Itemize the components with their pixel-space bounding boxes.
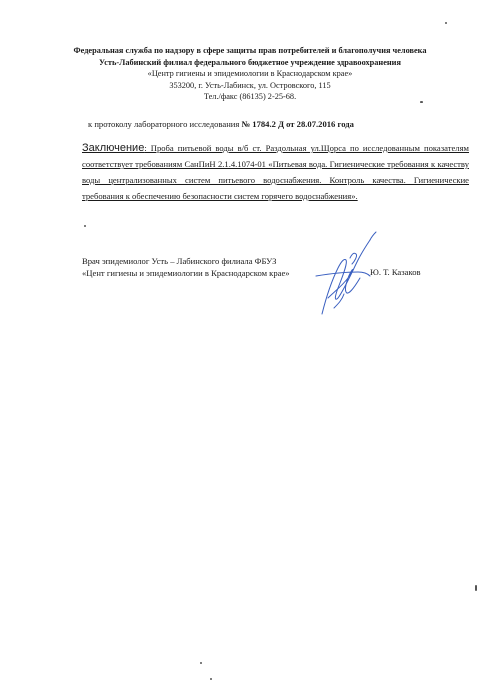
protocol-reference [88, 119, 354, 129]
header-agency: Федеральная служба по надзору в сфере защиты прав потребителей и благополучия человека [73, 46, 427, 55]
handwritten-signature [308, 228, 388, 318]
scan-speck [84, 225, 86, 227]
scan-speck [210, 678, 212, 680]
header-center: «Центр гигиены и эпидемиологии в Краснодарском крае» [147, 69, 353, 78]
conclusion-block [82, 140, 469, 204]
scan-speck [200, 662, 202, 664]
protocol-number: № 1784.2 Д от 28.07.2016 года [241, 119, 354, 129]
conclusion-text: : Проба питьевой воды в/б ст. Раздольная ул.Щорса по исследованным показателям соответствует требованиям СанПиН 2.1.4.1074-01 «Питьевая вода. Гигиенические требования к качеству воды централизованных систем питьевого водоснабжения. Контроль качества. Гигиенические требования к обеспечению безопасности систем горячего водоснабжения». [82, 143, 469, 201]
scan-speck [445, 22, 447, 24]
header-branch: Усть-Лабинский филиал федерального бюджетное учреждение здравоохранения [99, 57, 401, 67]
protocol-prefix: к протоколу лабораторного исследования [88, 119, 242, 129]
document-header [30, 45, 470, 103]
signer-name: Ю. Т. Казаков [370, 267, 421, 277]
signer-position: Врач эпидемиолог Усть – Лабинского филиала ФБУЗ [82, 256, 277, 266]
scan-speck [475, 585, 477, 591]
conclusion-label: Заключение [82, 142, 145, 154]
header-phone: Тел./факс (86135) 2-25-68. [203, 92, 297, 101]
header-address: 353200, г. Усть-Лабинск, ул. Островского, 115 [169, 80, 331, 90]
scan-speck [420, 101, 423, 103]
signer-block [82, 255, 290, 279]
signer-organization: «Цент гигиены и эпидемиологии в Краснодарском крае» [82, 268, 290, 278]
